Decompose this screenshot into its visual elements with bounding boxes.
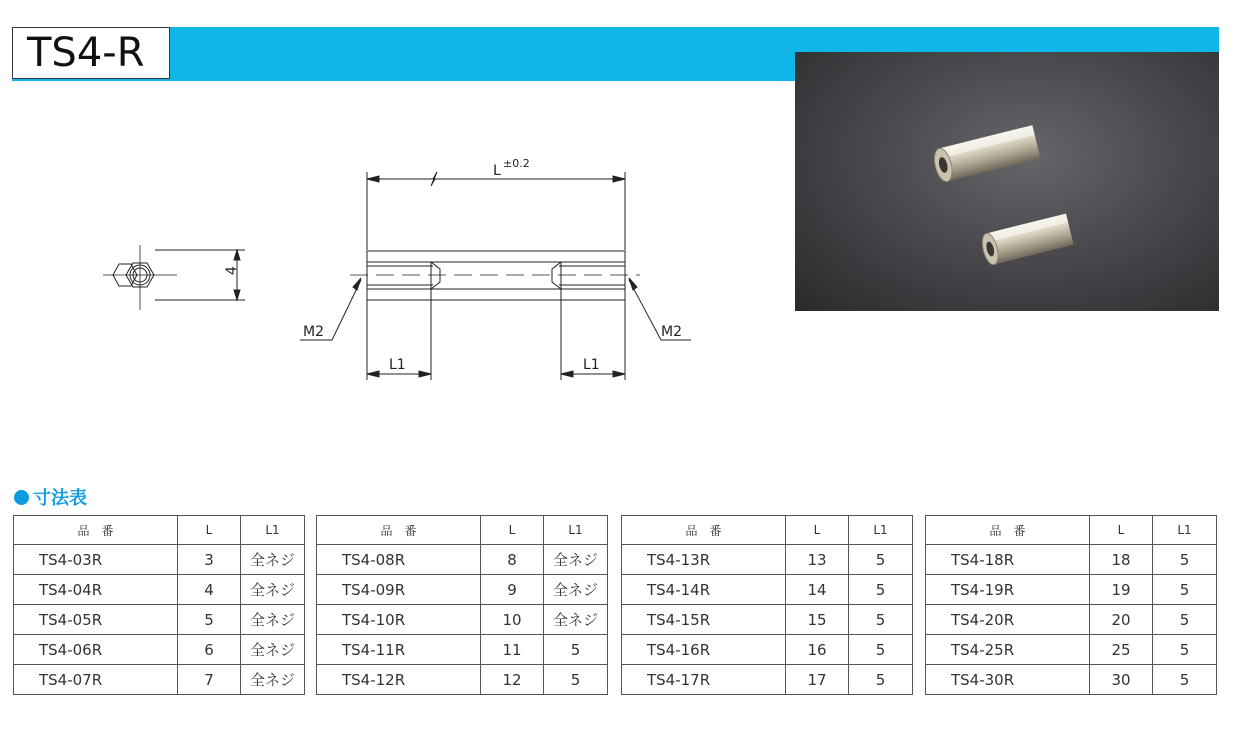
length-value: 16 xyxy=(786,635,849,665)
thread-depth-value: 全ネジ xyxy=(241,635,305,665)
thread-depth-value: 全ネジ xyxy=(241,545,305,575)
thread-depth-value: 5 xyxy=(849,605,913,635)
part-number: TS4-10R xyxy=(317,605,481,635)
part-number: TS4-25R xyxy=(926,635,1090,665)
table-row xyxy=(926,605,1217,635)
part-number: TS4-17R xyxy=(622,665,786,695)
length-value: 11 xyxy=(481,635,544,665)
part-number: TS4-16R xyxy=(622,635,786,665)
part-number: TS4-05R xyxy=(14,605,178,635)
header-part: 品 番 xyxy=(926,516,1090,545)
table-row xyxy=(926,545,1217,575)
table-row xyxy=(14,545,305,575)
part-number: TS4-07R xyxy=(14,665,178,695)
length-value: 9 xyxy=(481,575,544,605)
thread-depth-value: 5 xyxy=(849,575,913,605)
dimension-table-3 xyxy=(621,515,913,695)
table-row xyxy=(622,575,913,605)
length-value: 19 xyxy=(1090,575,1153,605)
part-number: TS4-06R xyxy=(14,635,178,665)
part-number: TS4-04R xyxy=(14,575,178,605)
header-l1: L1 xyxy=(241,516,305,545)
part-number: TS4-30R xyxy=(926,665,1090,695)
length-value: 5 xyxy=(178,605,241,635)
table-row xyxy=(622,605,913,635)
thread-depth-value: 5 xyxy=(544,635,608,665)
thread-depth-value: 5 xyxy=(849,635,913,665)
table-row xyxy=(14,665,305,695)
thread-depth-value: 全ネジ xyxy=(544,575,608,605)
section-title xyxy=(14,484,87,510)
table-row xyxy=(317,665,608,695)
thread-depth-value: 5 xyxy=(1153,665,1217,695)
thread-depth-value: 全ネジ xyxy=(544,605,608,635)
length-value: 20 xyxy=(1090,605,1153,635)
header-part: 品 番 xyxy=(317,516,481,545)
thread-depth-value: 全ネジ xyxy=(241,575,305,605)
depth-right-label: L1 xyxy=(583,357,600,373)
table-row xyxy=(14,575,305,605)
length-value: 25 xyxy=(1090,635,1153,665)
thread-depth-value: 5 xyxy=(1153,635,1217,665)
dimension-table-2 xyxy=(316,515,608,695)
tolerance-label: ±0.2 xyxy=(503,157,530,170)
length-value: 4 xyxy=(178,575,241,605)
length-value: 17 xyxy=(786,665,849,695)
dimension-table-4 xyxy=(925,515,1217,695)
thread-depth-value: 5 xyxy=(849,545,913,575)
page-title: TS4-R xyxy=(12,27,170,79)
part-number: TS4-09R xyxy=(317,575,481,605)
header-l: L xyxy=(481,516,544,545)
product-photo-icon xyxy=(795,52,1219,311)
length-value: 12 xyxy=(481,665,544,695)
table-row xyxy=(317,545,608,575)
part-number: TS4-15R xyxy=(622,605,786,635)
thread-depth-value: 5 xyxy=(1153,545,1217,575)
part-number: TS4-14R xyxy=(622,575,786,605)
bullet-icon xyxy=(14,490,29,505)
length-value: 18 xyxy=(1090,545,1153,575)
thread-depth-value: 5 xyxy=(849,665,913,695)
table-row xyxy=(317,635,608,665)
dimension-table-1 xyxy=(13,515,305,695)
header-l1: L1 xyxy=(544,516,608,545)
thread-depth-value: 5 xyxy=(1153,575,1217,605)
table-row xyxy=(926,575,1217,605)
part-number: TS4-20R xyxy=(926,605,1090,635)
header-part: 品 番 xyxy=(14,516,178,545)
thread-left-label: M2 xyxy=(303,324,324,340)
length-value: 10 xyxy=(481,605,544,635)
length-value: 6 xyxy=(178,635,241,665)
length-label: L xyxy=(493,163,501,179)
length-value: 15 xyxy=(786,605,849,635)
length-value: 7 xyxy=(178,665,241,695)
thread-depth-value: 5 xyxy=(1153,605,1217,635)
part-number: TS4-13R xyxy=(622,545,786,575)
length-value: 13 xyxy=(786,545,849,575)
thread-right-label: M2 xyxy=(661,324,682,340)
hex-size-label: 4 xyxy=(224,266,240,275)
table-row xyxy=(926,665,1217,695)
part-number: TS4-12R xyxy=(317,665,481,695)
thread-depth-value: 5 xyxy=(544,665,608,695)
table-row xyxy=(14,635,305,665)
length-value: 8 xyxy=(481,545,544,575)
product-photo xyxy=(795,52,1219,311)
table-row xyxy=(317,605,608,635)
table-row xyxy=(622,545,913,575)
section-title-text: 寸法表 xyxy=(33,488,87,509)
length-value: 14 xyxy=(786,575,849,605)
part-number: TS4-11R xyxy=(317,635,481,665)
table-row xyxy=(317,575,608,605)
header-l: L xyxy=(178,516,241,545)
table-row xyxy=(926,635,1217,665)
thread-depth-value: 全ネジ xyxy=(241,605,305,635)
depth-left-label: L1 xyxy=(389,357,406,373)
part-number: TS4-19R xyxy=(926,575,1090,605)
header-part: 品 番 xyxy=(622,516,786,545)
technical-drawing xyxy=(95,150,715,390)
part-number: TS4-18R xyxy=(926,545,1090,575)
thread-depth-value: 全ネジ xyxy=(241,665,305,695)
table-row xyxy=(14,605,305,635)
thread-depth-value: 全ネジ xyxy=(544,545,608,575)
part-number: TS4-03R xyxy=(14,545,178,575)
header-l1: L1 xyxy=(1153,516,1217,545)
header-l: L xyxy=(786,516,849,545)
length-value: 3 xyxy=(178,545,241,575)
header-l: L xyxy=(1090,516,1153,545)
table-row xyxy=(622,635,913,665)
part-number: TS4-08R xyxy=(317,545,481,575)
header-l1: L1 xyxy=(849,516,913,545)
length-value: 30 xyxy=(1090,665,1153,695)
table-row xyxy=(622,665,913,695)
